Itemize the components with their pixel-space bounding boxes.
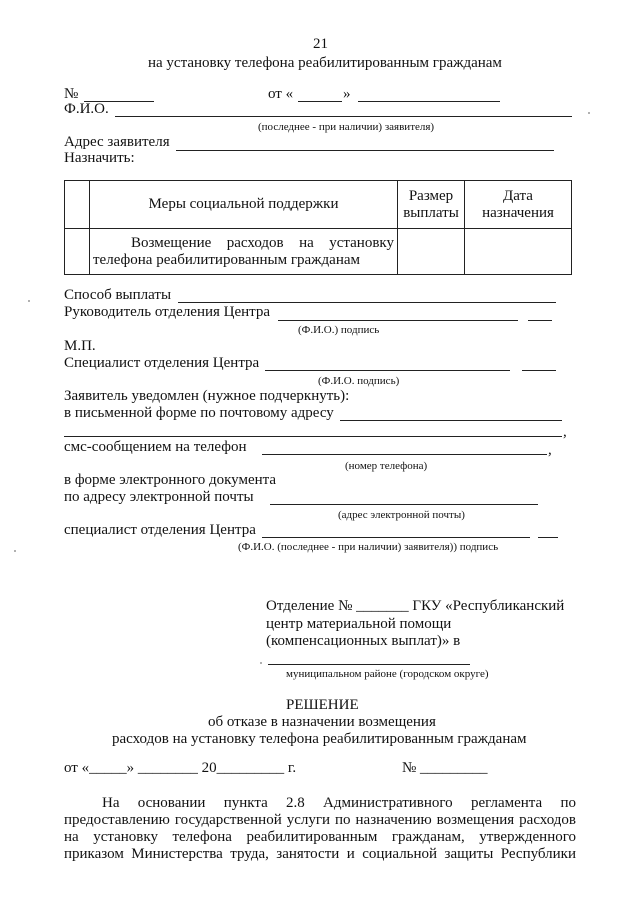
body-line: на установку телефона реабилитированным гражданам, утвержденного (64, 829, 576, 845)
email-field[interactable] (270, 504, 538, 505)
notify-email-label: по адресу электронной почты (64, 489, 254, 505)
specialist-sign-field[interactable] (522, 370, 556, 371)
head-label: Руководитель отделения Центра (64, 304, 271, 320)
fio-label: Ф.И.О. (64, 101, 109, 117)
decision-subtitle-2: расходов на установку телефона реабилитированным гражданам (112, 731, 527, 747)
number-label: № (64, 86, 79, 102)
scan-speck (28, 300, 30, 302)
header-measures: Меры социальной поддержки (90, 181, 398, 229)
phone-comma: , (548, 442, 552, 458)
scan-speck (588, 112, 590, 114)
decision-title: РЕШЕНИЕ (286, 697, 359, 713)
row-date-cell[interactable] (465, 229, 572, 275)
row-amount-cell[interactable] (398, 229, 465, 275)
form-title: на установку телефона реабилитированным гражданам (148, 55, 502, 71)
fio-hint: (последнее - при наличии) заявителя) (258, 121, 435, 133)
center-specialist-field[interactable] (262, 537, 530, 538)
specialist-label: Специалист отделения Центра (64, 355, 260, 371)
date-prefix: от « (268, 86, 294, 102)
email-hint: (адрес электронной почты) (338, 509, 465, 521)
addressee-line-2: центр материальной помощи (266, 616, 452, 632)
header-date: Дата назначения (465, 181, 572, 229)
specialist-field[interactable] (265, 370, 510, 371)
center-specialist-hint: (Ф.И.О. (последнее - при наличии) заявителя)) подпись (238, 541, 499, 553)
postal-address-field[interactable] (340, 420, 562, 421)
center-specialist-label: специалист отделения Центра (64, 522, 256, 538)
mp-label: М.П. (64, 338, 96, 354)
assign-label: Назначить: (64, 150, 135, 166)
scan-speck (260, 662, 262, 664)
decision-date-line: от «_____» ________ 20_________ г. (64, 760, 297, 776)
header-amount: Размер выплаты (398, 181, 465, 229)
payment-method-field[interactable] (178, 302, 556, 303)
decision-number-line: № _________ (402, 760, 488, 776)
scan-speck (14, 550, 16, 552)
body-line: приказом Министерства труда, занятости и социальной защиты Республики (64, 846, 576, 862)
addressee-line-3: (компенсационных выплат)» в (266, 633, 461, 649)
head-sign-field[interactable] (528, 320, 552, 321)
fio-field[interactable] (115, 116, 572, 117)
postal-address-field-2[interactable] (64, 436, 562, 437)
date-month-year-field[interactable] (358, 101, 500, 102)
addressee-line-1: Отделение № _______ ГКУ «Республиканский (266, 598, 565, 614)
payment-method-label: Способ выплаты (64, 287, 172, 303)
municipality-field[interactable] (268, 664, 470, 665)
phone-field[interactable] (262, 454, 547, 455)
row-marker-cell (65, 229, 90, 275)
notify-heading: Заявитель уведомлен (нужное подчеркнуть): (64, 388, 350, 404)
head-field[interactable] (278, 320, 518, 321)
notify-sms-label: смс-сообщением на телефон (64, 439, 247, 455)
center-specialist-sign-field[interactable] (538, 537, 558, 538)
support-measures-table (64, 180, 572, 275)
notify-electronic-label: в форме электронного документа (64, 472, 277, 488)
date-close: » (343, 86, 351, 102)
address-field[interactable] (176, 150, 554, 151)
body-line: предоставлению государственной услуги по назначению возмещения расходов (64, 812, 576, 828)
municipality-hint: муниципальном районе (городском округе) (286, 668, 489, 680)
head-hint: (Ф.И.О.) подпись (298, 324, 380, 336)
decision-subtitle-1: об отказе в назначении возмещения (208, 714, 436, 730)
body-line: На основании пункта 2.8 Административного регламента по (102, 795, 576, 811)
postal-comma: , (563, 424, 567, 440)
decision-body (64, 795, 576, 863)
specialist-hint: (Ф.И.О. подпись) (318, 375, 400, 387)
address-label: Адрес заявителя (64, 134, 170, 150)
notify-written-label: в письменной форме по почтовому адресу (64, 405, 334, 421)
page-number: 21 (313, 36, 328, 52)
phone-hint: (номер телефона) (345, 460, 428, 472)
date-day-field[interactable] (298, 101, 342, 102)
table-corner-cell (65, 181, 90, 229)
row-measure: Возмещение расходов на установку телефона реабилитированным гражданам (90, 229, 398, 275)
